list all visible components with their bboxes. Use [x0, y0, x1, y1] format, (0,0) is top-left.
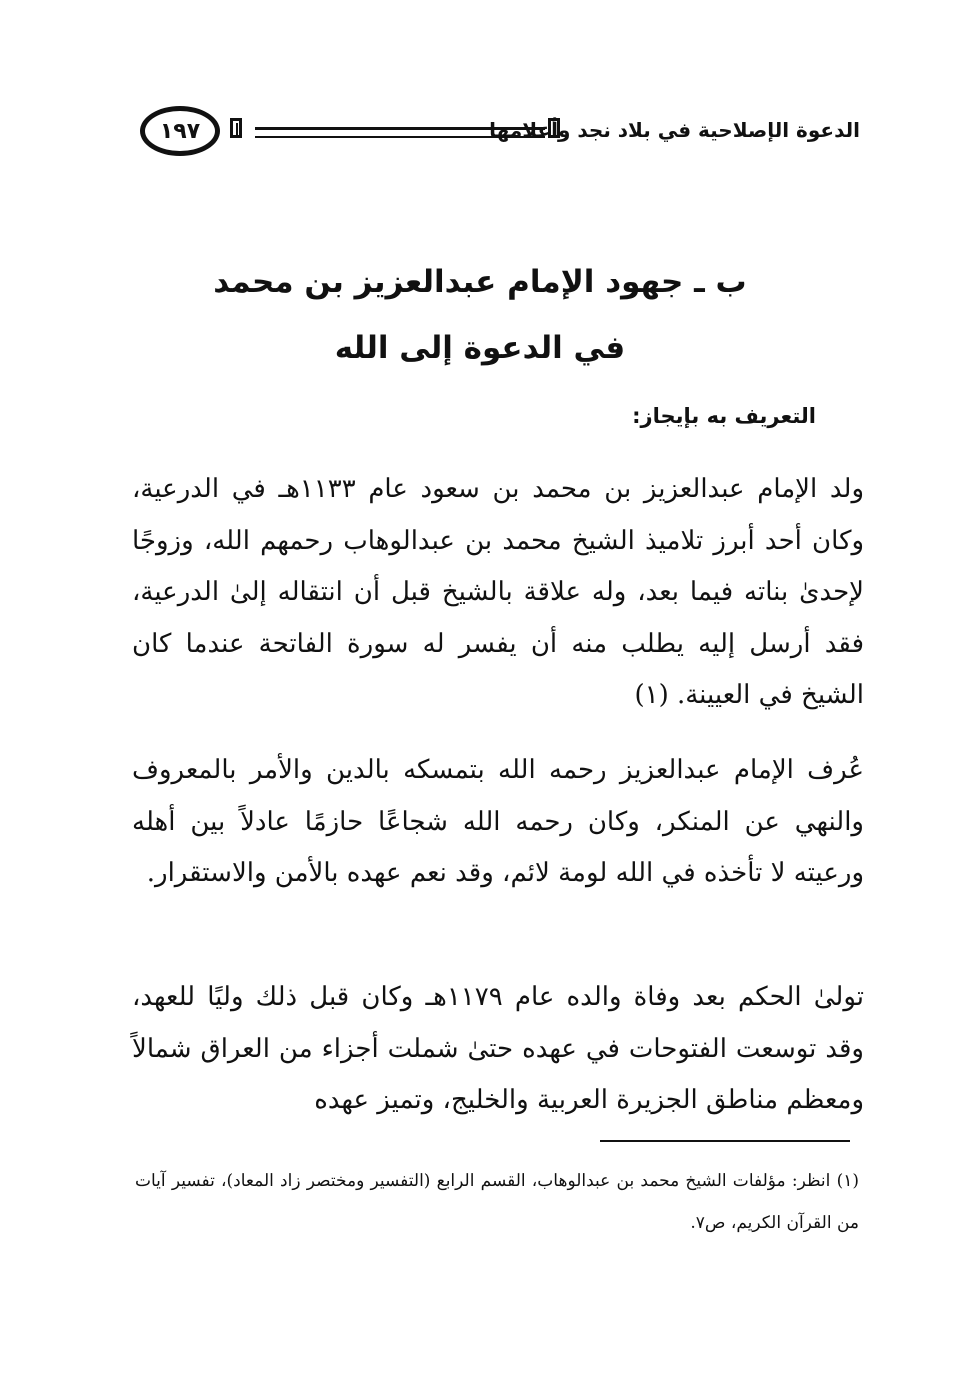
page-number: ١٩٧: [140, 106, 220, 156]
rule-cap-left-icon: [230, 118, 242, 138]
page-header: [130, 104, 860, 166]
paragraph-birth: ولد الإمام عبدالعزيز بن محمد بن سعود عام ١١٣٣هـ في الدرعية، وكان أحد أبرز تلاميذ الشيخ محمد بن عبدالوهاب رحمهم الله، وزوجًا لإحدىٰ بناته فيما بعد، وله علاقة بالشيخ قبل أن انتقاله إلىٰ الدرعية، فقد أرسل إليه يطلب منه أن يفسر له سورة الفاتحة عندما كان الشيخ في العيينة. (١): [132, 474, 864, 710]
running-title: الدعوة الإصلاحية في بلاد نجد وأعلامها: [489, 118, 860, 142]
section-title-line2: في الدعوة إلى الله: [334, 330, 626, 366]
subheading: التعريف به بإيجاز:: [632, 404, 816, 428]
footnote-separator: [600, 1140, 850, 1142]
paragraph-character: عُرف الإمام عبدالعزيز رحمه الله بتمسكه بالدين والأمر بالمعروف والنهي عن المنكر، وكان رحمه الله شجاعًا حازمًا عادلاً بين أهله ورعيته لا تأخذه في الله لومة لائم، وقد نعم عهده بالأمن والاستقرار.: [132, 755, 864, 888]
paragraph-reign: تولىٰ الحكم بعد وفاة والده عام ١١٧٩هـ وكان قبل ذلك وليًا للعهد، وقد توسعت الفتوحات في عهده حتىٰ شملت أجزاء من العراق شمالاً ومعظم مناطق الجزيرة العربية والخليج، وتميز عهده: [132, 982, 864, 1115]
footnote: (١) انظر: مؤلفات الشيخ محمد بن عبدالوهاب، القسم الرابع (التفسير ومختصر زاد المعاد)، تفسير آيات من القرآن الكريم، ص٧.: [135, 1171, 859, 1233]
section-title-line1: ب ـ جهود الإمام عبدالعزيز بن محمد: [213, 264, 747, 300]
